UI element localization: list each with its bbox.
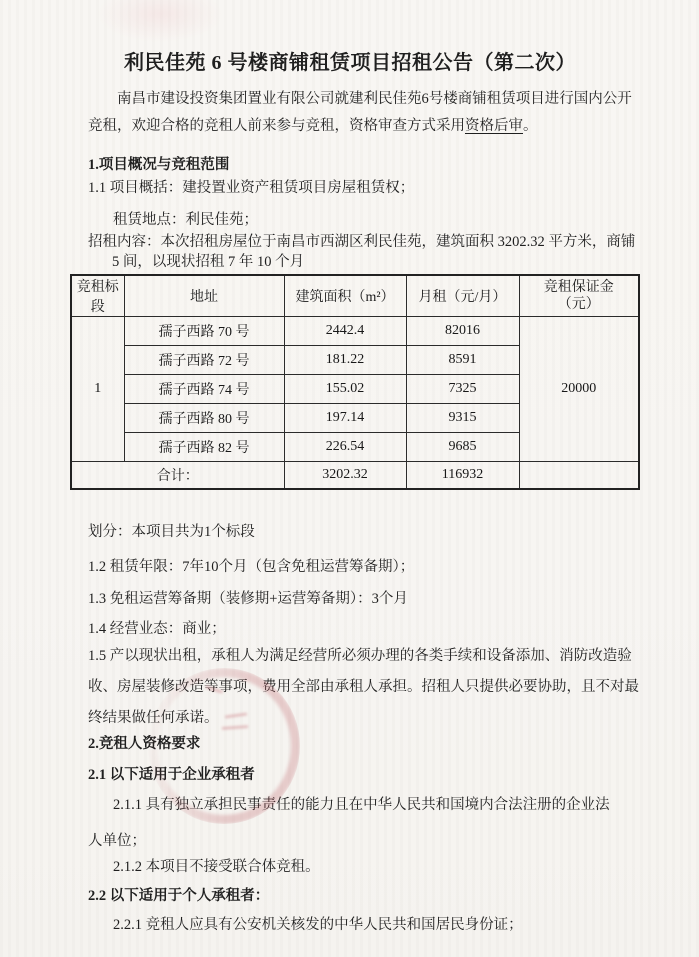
item-2-1-1-line2: 人单位；	[88, 833, 146, 849]
area-cell: 226.54	[284, 432, 406, 461]
col-header-deposit: 竞租保证金（元）	[519, 275, 639, 317]
col-header-rent: 月租（元/月）	[406, 275, 519, 317]
intro-line2-before: 竞租，欢迎合格的竞租人前来参与竞租，资格审查方式采用	[88, 118, 465, 134]
item-1-5-line2: 收、房屋装修改造等事项，费用全部由承租人承担。招租人只提供必要协助，且不对最	[88, 679, 639, 695]
address-cell: 孺子西路 72 号	[124, 345, 284, 374]
rent-location-line: 租赁地点：利民佳苑；	[113, 211, 258, 228]
item-1-2: 1.2 租赁年限：7年10个月（包含免租运营筹备期）；	[88, 559, 415, 575]
item-1-4: 1.4 经营业态：商业；	[88, 621, 226, 637]
deposit-cell: 20000	[519, 316, 639, 461]
bid-sections-table	[70, 274, 640, 491]
rent-cell: 7325	[406, 374, 519, 403]
address-cell: 孺子西路 82 号	[124, 432, 284, 461]
rent-cell: 9685	[406, 432, 519, 461]
section1-heading: 1.项目概况与竞租范围	[88, 156, 230, 173]
bid-section-cell: 1	[71, 316, 124, 461]
area-cell: 155.02	[284, 374, 406, 403]
rent-cell: 82016	[406, 316, 519, 345]
table-header-row	[71, 275, 639, 317]
item-2-1-1-line1: 2.1.1 具有独立承担民事责任的能力且在中华人民共和国境内合法注册的企业法	[113, 797, 610, 813]
total-label-cell: 合计：	[71, 461, 284, 489]
item-2-1-2: 2.1.2 本项目不接受联合体竞租。	[113, 859, 320, 875]
intro-line2-after: 。	[523, 118, 538, 134]
section2-heading: 2.竞租人资格要求	[88, 736, 201, 752]
bid-content-line1: 招租内容：本次招租房屋位于南昌市西湖区利民佳苑，建筑面积 3202.32 平方米，商铺	[88, 233, 636, 250]
item-2-1: 2.1 以下适用于企业承租者	[88, 767, 255, 783]
total-area-cell: 3202.32	[284, 461, 406, 489]
rent-cell: 8591	[406, 345, 519, 374]
item-1-5-line1: 1.5 产以现状出租，承租人为满足经营所必须办理的各类手续和设备添加、消防改造验	[88, 648, 632, 664]
item-2-2: 2.2 以下适用于个人承租者：	[88, 888, 270, 904]
area-cell: 2442.4	[284, 316, 406, 345]
intro-line1: 南昌市建设投资集团置业有限公司就建利民佳苑6号楼商铺租赁项目进行国内公开	[117, 91, 632, 107]
item-1-1: 1.1 项目概括：建投置业资产租赁项目房屋租赁权；	[88, 179, 415, 196]
area-cell: 197.14	[284, 403, 406, 432]
item-1-3: 1.3 免租运营筹备期（装修期+运营筹备期）：3个月	[88, 591, 408, 607]
total-deposit-empty-cell	[519, 461, 639, 489]
col-header-address: 地址	[124, 275, 284, 317]
area-cell: 181.22	[284, 345, 406, 374]
rent-cell: 9315	[406, 403, 519, 432]
document-title: 利民佳苑 6 号楼商铺租赁项目招租公告（第二次）	[124, 52, 576, 74]
table-row	[71, 316, 639, 345]
item-2-2-1: 2.2.1 竞租人应具有公安机关核发的中华人民共和国居民身份证；	[113, 917, 523, 933]
intro-paragraph	[88, 86, 640, 140]
division-line: 划分：本项目共为1个标段	[88, 524, 255, 540]
col-header-area: 建筑面积（m²）	[284, 275, 406, 317]
bid-content-line2: 5 间，以现状招租 7 年 10 个月	[112, 253, 305, 270]
item-1-5-line3: 终结果做任何承诺。	[88, 710, 219, 726]
address-cell: 孺子西路 70 号	[124, 316, 284, 345]
address-cell: 孺子西路 80 号	[124, 403, 284, 432]
total-rent-cell: 116932	[406, 461, 519, 489]
intro-underlined-term: 资格后审	[465, 118, 523, 134]
table-total-row	[71, 461, 639, 489]
address-cell: 孺子西路 74 号	[124, 374, 284, 403]
col-header-bid-section: 竞租标段	[71, 275, 124, 317]
